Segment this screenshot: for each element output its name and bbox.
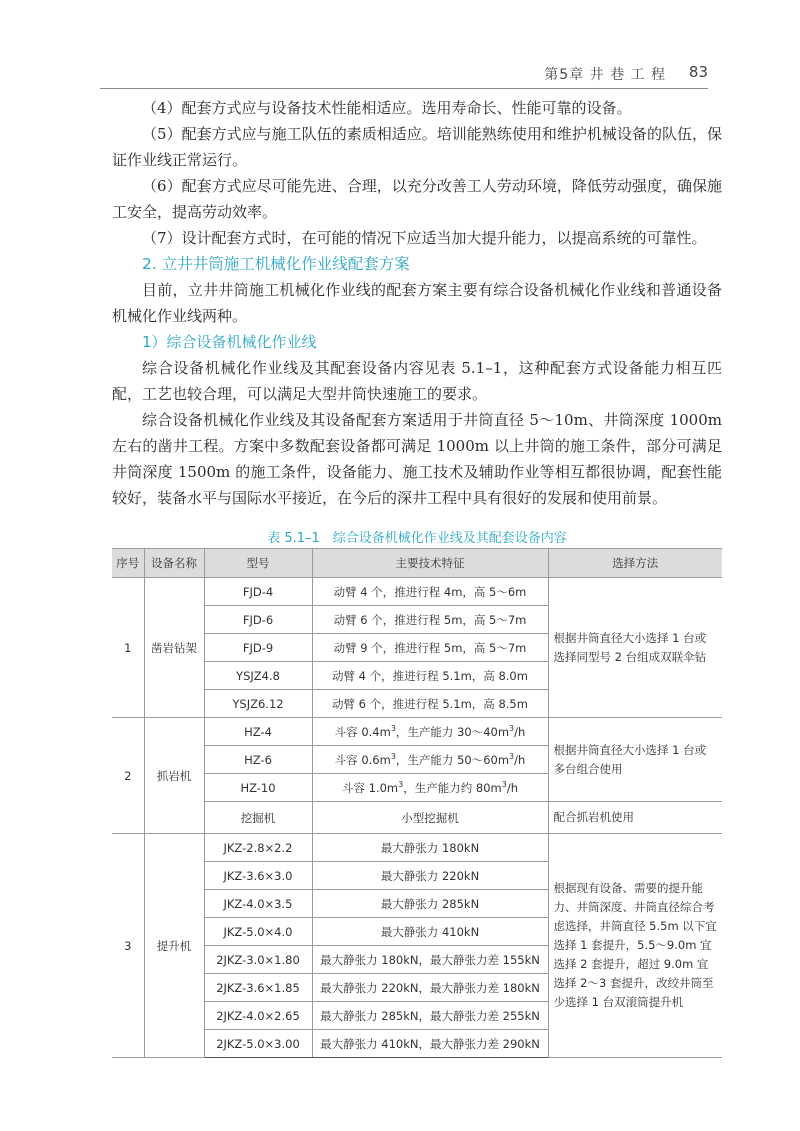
paragraph: 综合设备机械化作业线及其设备配套方案适用于井筒直径 5～10m、井筒深度 1000m 左右的凿井工程。方案中多数配套设备都可满足 1000m 以上井筒的施工条件，部分可满足井筒深度 1500m 的施工条件，设备能力、施工技术及辅助作业等相互都很协调，配套性能较好，装备水平与国际水平接近，在今后的深井工程中具有很好的发展和使用前景。 (112, 411, 722, 507)
model-cell: 2JKZ-3.6×1.85 (204, 974, 312, 1002)
spec-part: 斗容 0.4m (334, 724, 391, 739)
section-heading: 2. 立井井筒施工机械化作业线配套方案 (142, 255, 410, 273)
spec-part: /h (514, 724, 526, 739)
equipment-name: 提升机 (144, 834, 204, 1058)
spec-cell: 最大静张力 220kN (312, 862, 548, 890)
model-cell: FJD-6 (204, 606, 312, 634)
spec-cell: 最大静张力 410kN (312, 918, 548, 946)
table-caption: 表 5.1–1 综合设备机械化作业线及其配套设备内容 (267, 531, 567, 546)
superscript: 3 (398, 779, 404, 789)
spec-part: /h (514, 752, 526, 767)
spec-cell: 最大静张力 180kN (312, 834, 548, 862)
model-cell: JKZ-2.8×2.2 (204, 834, 312, 862)
column-header: 主要技术特征 (312, 549, 548, 578)
paragraph: 综合设备机械化作业线及其配套设备内容见表 5.1–1，这种配套方式设备能力相互匹配，工艺也较合理，可以满足大型井筒快速施工的要求。 (112, 359, 722, 403)
superscript: 3 (509, 723, 515, 733)
paragraph: （6）配套方式应尽可能先进、合理，以充分改善工人劳动环境，降低劳动强度，确保施工安全，提高劳动效率。 (112, 177, 722, 221)
spec-part: 斗容 1.0m (341, 780, 399, 795)
model-cell: JKZ-5.0×4.0 (204, 918, 312, 946)
superscript: 3 (390, 723, 396, 733)
table-row (112, 718, 722, 746)
row-number: 1 (112, 578, 144, 718)
column-header: 序号 (112, 549, 144, 578)
spec-cell (312, 746, 548, 774)
column-header: 设备名称 (144, 549, 204, 578)
subsection-heading: 1）综合设备机械化作业线 (142, 333, 317, 351)
column-header: 型号 (204, 549, 312, 578)
row-number: 2 (112, 718, 144, 834)
model-cell: JKZ-3.6×3.0 (204, 862, 312, 890)
spec-part: 斗容 0.6m (334, 752, 391, 767)
spec-cell (312, 774, 548, 802)
model-cell: 2JKZ-5.0×3.00 (204, 1030, 312, 1058)
paragraph: 目前，立井井筒施工机械化作业线的配套方案主要有综合设备机械化作业线和普通设备机械化作业线两种。 (112, 281, 722, 325)
spec-cell: 动臂 4 个，推进行程 4m，高 5～6m (312, 578, 548, 606)
spec-part: ，生产能力约 80m (403, 780, 502, 795)
chapter-title: 第5章 井 巷 工 程 (544, 67, 666, 83)
spec-part: /h (506, 780, 518, 795)
spec-cell (312, 718, 548, 746)
method-cell: 配合抓岩机使用 (548, 802, 722, 834)
superscript: 3 (390, 751, 396, 761)
spec-cell: 动臂 9 个，推进行程 5m，高 5～7m (312, 634, 548, 662)
superscript: 3 (509, 751, 515, 761)
model-cell: HZ-4 (204, 718, 312, 746)
spec-cell: 动臂 6 个，推进行程 5m，高 5～7m (312, 606, 548, 634)
spec-part: ，生产能力 50～60m (395, 752, 510, 767)
table-row (112, 834, 722, 862)
method-cell: 根据现有设备、需要的提升能力、井筒深度、井筒直径综合考虑选择，井筒直径 5.5m 以下宜选择 1 套提升，5.5～9.0m 宜选择 2 套提升，超过 9.0m 宜选择 2～3 套提升，改绞井筒至少选择 1 台双滚筒提升机 (548, 834, 722, 1058)
spec-cell: 最大静张力 410kN，最大静张力差 290kN (312, 1030, 548, 1058)
spec-cell: 最大静张力 285kN (312, 890, 548, 918)
model-cell: 2JKZ-3.0×1.80 (204, 946, 312, 974)
paragraph: （4）配套方式应与设备技术性能相适应。选用寿命长、性能可靠的设备。 (142, 99, 632, 117)
model-cell: HZ-10 (204, 774, 312, 802)
spec-cell: 最大静张力 220kN，最大静张力差 180kN (312, 974, 548, 1002)
model-cell: HZ-6 (204, 746, 312, 774)
spec-part: ，生产能力 30～40m (395, 724, 510, 739)
page-number: 83 (688, 63, 708, 81)
body-text (112, 95, 722, 511)
spec-cell: 最大静张力 180kN，最大静张力差 155kN (312, 946, 548, 974)
spec-cell: 最大静张力 285kN，最大静张力差 255kN (312, 1002, 548, 1030)
table-row (112, 802, 722, 834)
model-cell: FJD-9 (204, 634, 312, 662)
model-cell: FJD-4 (204, 578, 312, 606)
table-row (112, 578, 722, 606)
spec-cell: 动臂 4 个，推进行程 5.1m，高 8.0m (312, 662, 548, 690)
method-cell: 根据井筒直径大小选择 1 台或选择同型号 2 台组成双联伞钻 (548, 578, 722, 718)
superscript: 3 (501, 779, 507, 789)
equipment-table (112, 548, 722, 1058)
paragraph: （5）配套方式应与施工队伍的素质相适应。培训能熟练使用和维护机械设备的队伍，保证作业线正常运行。 (112, 125, 722, 169)
paragraph: （7）设计配套方式时，在可能的情况下应适当加大提升能力，以提高系统的可靠性。 (142, 229, 707, 247)
model-cell: YSJZ4.8 (204, 662, 312, 690)
model-cell: YSJZ6.12 (204, 690, 312, 718)
row-number: 3 (112, 834, 144, 1058)
spec-cell: 动臂 6 个，推进行程 5.1m，高 8.5m (312, 690, 548, 718)
running-header (100, 62, 708, 89)
model-cell: 2JKZ-4.0×2.65 (204, 1002, 312, 1030)
model-cell: JKZ-4.0×3.5 (204, 890, 312, 918)
method-cell: 根据井筒直径大小选择 1 台或多台组合使用 (548, 718, 722, 802)
equipment-name: 抓岩机 (144, 718, 204, 834)
table-header-row (112, 549, 722, 578)
equipment-name: 凿岩钻架 (144, 578, 204, 718)
column-header: 选择方法 (548, 549, 722, 578)
spec-cell: 小型挖掘机 (312, 802, 548, 834)
model-cell: 挖掘机 (204, 802, 312, 834)
